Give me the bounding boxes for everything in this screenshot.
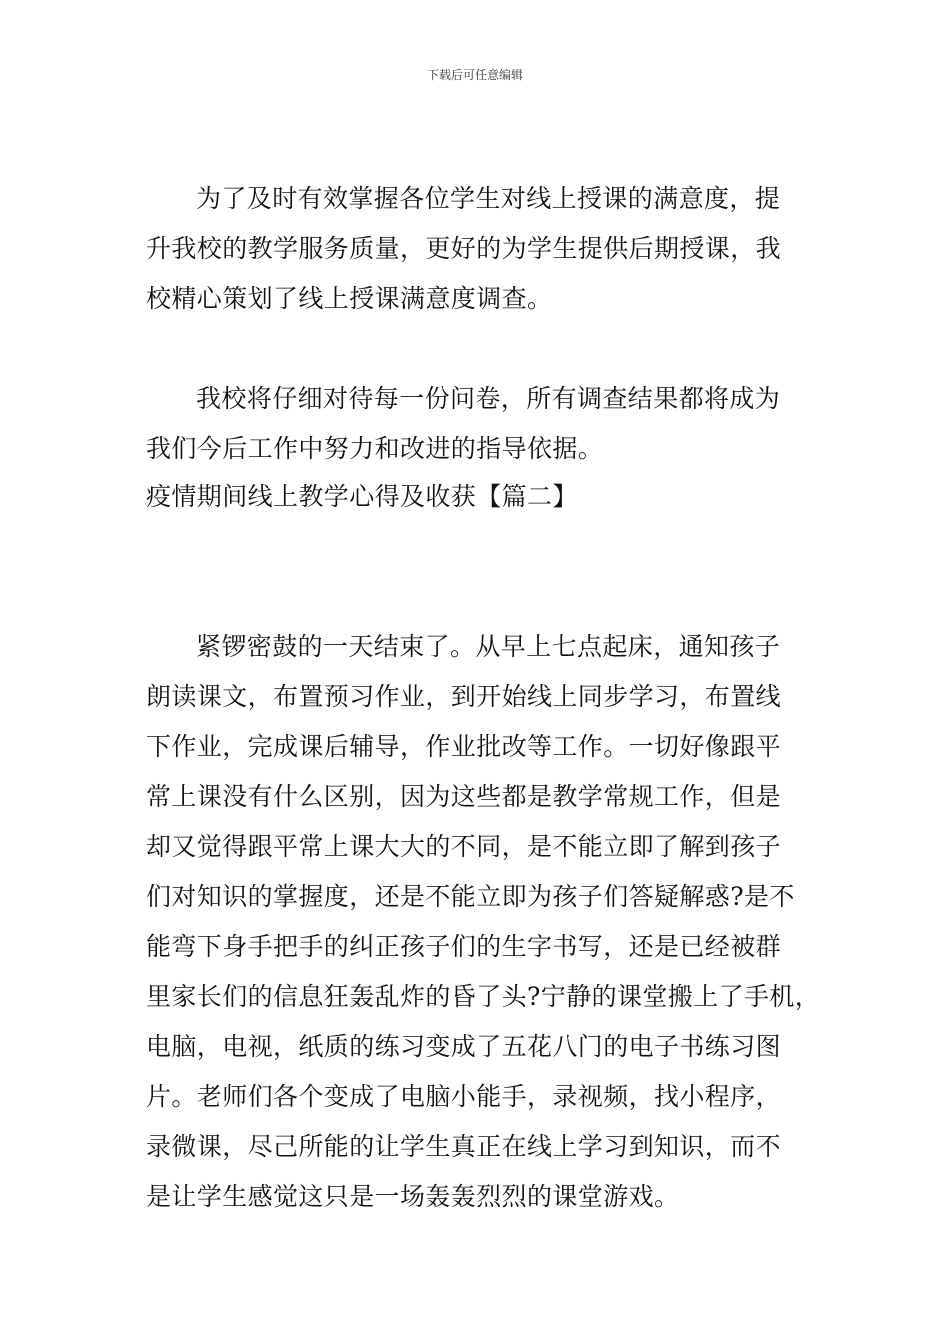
paragraph-line: 为了及时有效掌握各位学生对线上授课的满意度，提 [196,184,781,213]
paragraph-line: 是让学生感觉这只是一场轰轰烈烈的课堂游戏。 [146,1182,680,1211]
paragraph-line: 却又觉得跟平常上课大大的不同，是不能立即了解到孩子 [146,832,782,861]
paragraph-line: 下作业，完成课后辅导，作业批改等工作。一切好像跟平 [146,732,782,761]
paragraph-line: 常上课没有什么区别，因为这些都是教学常规工作，但是 [146,782,782,811]
page-header: 下载后可任意编辑 [426,68,523,82]
paragraph-line: 朗读课文，布置预习作业，到开始线上同步学习，布置线 [146,682,782,711]
paragraph-line: 能弯下身手把手的纠正孩子们的生字书写，还是已经被群 [146,932,782,961]
paragraph-line: 我们今后工作中努力和改进的指导依据。 [146,434,604,463]
paragraph-line: 电脑，电视，纸质的练习变成了五花八门的电子书练习图 [146,1032,782,1061]
paragraph-line: 里家长们的信息狂轰乱炸的昏了头?宁静的课堂搬上了手机， [146,982,821,1011]
section-title: 疫情期间线上教学心得及收获【篇二】 [146,482,578,511]
paragraph-line: 校精心策划了线上授课满意度调查。 [146,284,553,313]
paragraph-line: 我校将仔细对待每一份问卷，所有调查结果都将成为 [196,384,781,413]
paragraph-line: 片。老师们各个变成了电脑小能手，录视频，找小程序， [146,1082,782,1111]
paragraph-line: 升我校的教学服务质量，更好的为学生提供后期授课，我 [146,234,782,263]
paragraph-line: 录微课，尽己所能的让学生真正在线上学习到知识，而不 [146,1132,782,1161]
paragraph-line: 紧锣密鼓的一天结束了。从早上七点起床，通知孩子 [196,632,781,661]
paragraph-line: 们对知识的掌握度，还是不能立即为孩子们答疑解惑?是不 [146,882,795,911]
